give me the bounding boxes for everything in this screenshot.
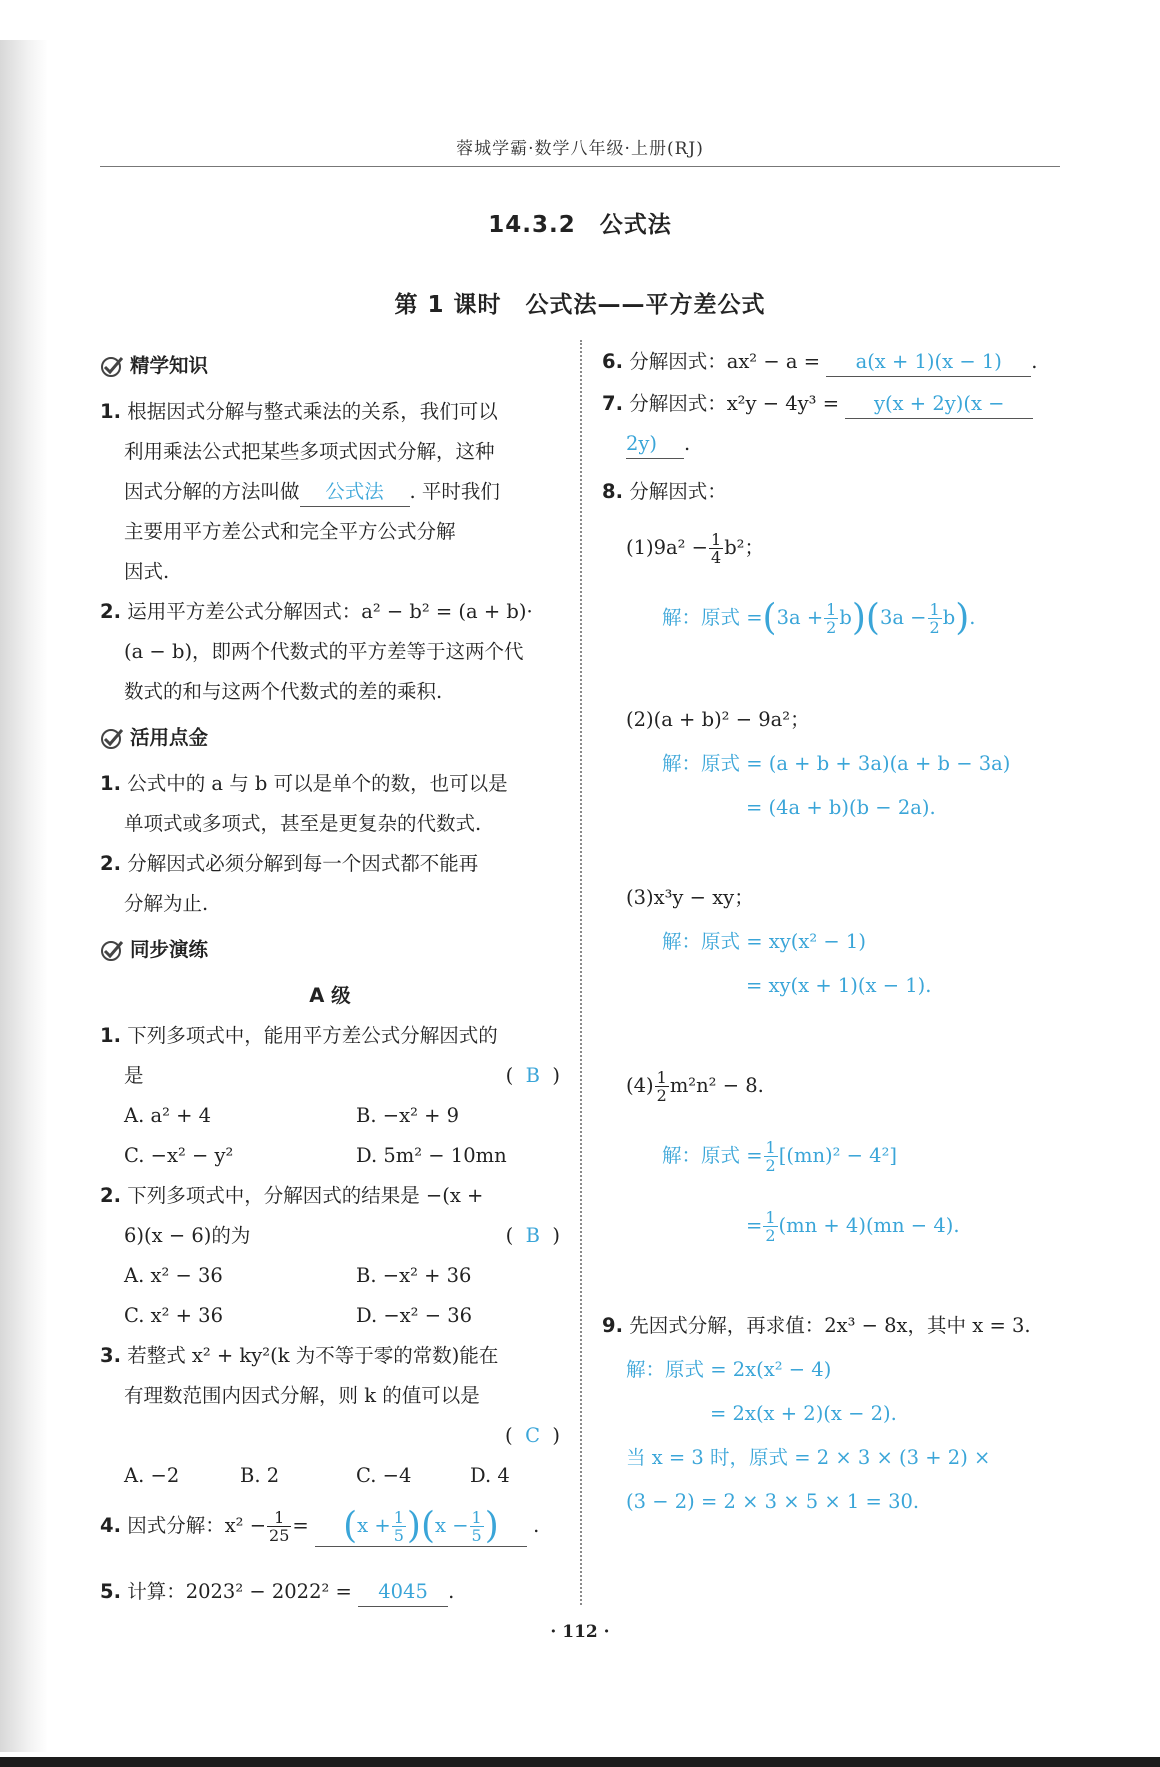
q9-solution-1: 解：原式 = 2x(x² − 4) <box>626 1358 832 1381</box>
q8-part4-solution-1: 解：原式 = $\frac{1}{2}$ [(mn)² − 4²] <box>662 1138 897 1175</box>
option-b: B. −x² + 9 <box>356 1104 460 1127</box>
heading-jingxue: 精学知识 <box>100 346 208 392</box>
tip-item-1: 1. 公式中的 a 与 b 可以是单个的数，也可以是 单项式或多项式，甚至是更复杂的代数式. <box>100 772 508 835</box>
choice-answer: B <box>525 1224 540 1247</box>
answer-blank: 4045 <box>358 1578 448 1607</box>
q8-part1-solution: 解：原式 =(3a + $\frac{1}{2}$ b)(3a − $\frac{1}{2}$ b). <box>662 597 976 639</box>
answer-blank: y(x + 2y)(x − <box>845 390 1033 419</box>
column-divider <box>580 340 582 1605</box>
question-5: 5. 计算：2023² − 2022² = 4045 . <box>100 1572 560 1612</box>
knowledge-item-2: 2. 运用平方差公式分解因式：a² − b² = (a + b)· (a − b)，即两个代数式的平方差等于这两个代 数式的和与这两个代数式的差的乘积. <box>100 600 533 703</box>
check-badge-icon <box>100 936 124 976</box>
option-b: B. 2 <box>240 1464 280 1487</box>
answer-blank: a(x + 1)(x − 1) <box>826 348 1031 377</box>
q8-part3-stem: (3)x³y − xy； <box>626 886 754 909</box>
answer-blank: (x + $\frac{1}{5}$ )(x − $\frac{1}{5}$ ) <box>315 1506 527 1547</box>
header-rule <box>100 166 1060 167</box>
option-a: A. x² − 36 <box>124 1264 223 1287</box>
option-c: C. −x² − y² <box>124 1144 234 1167</box>
option-a: A. −2 <box>124 1464 180 1487</box>
page-number: · 112 · <box>550 1622 610 1642</box>
question-7: 7. 分解因式：x²y − 4y³ = y(x + 2y)(x − 2y) . <box>602 384 1062 464</box>
page-edge-shadow <box>0 40 48 1752</box>
lesson-title: 第 1 课时 公式法——平方差公式 <box>394 292 766 318</box>
heading-tongbu: 同步演练 <box>100 930 208 976</box>
q8-part4-stem: (4) $\frac{1}{2}$ m²n² − 8. <box>626 1068 764 1105</box>
q8-part2-solution-2: = (4a + b)(b − 2a). <box>746 796 936 819</box>
option-a: A. a² + 4 <box>124 1104 212 1127</box>
level-label: A 级 <box>309 984 351 1007</box>
q8-part2-stem: (2)(a + b)² − 9a²； <box>626 708 810 731</box>
option-c: C. −4 <box>356 1464 412 1487</box>
answer-blank: 公式法 <box>300 478 410 507</box>
knowledge-item-1: 1. 根据因式分解与整式乘法的关系，我们可以 利用乘法公式把某些多项式因式分解，这种 因式分解的方法叫做 公式法 . 平时我们 主要用平方差公式和完全平方公式分解 因式. <box>100 400 500 583</box>
q9-solution-2: = 2x(x + 2)(x − 2). <box>710 1402 897 1425</box>
option-b: B. −x² + 36 <box>356 1264 472 1287</box>
heading-huoyong: 活用点金 <box>100 718 208 764</box>
question-2: 2. 下列多项式中，分解因式的结果是 −(x + 6)(x − 6)的为 ( B ) A. x² − 36 B. −x² + 36 C. x² + 36 D. −x² − 36 <box>100 1176 560 1336</box>
question-8: 8. 分解因式： <box>602 480 727 503</box>
tip-item-2: 2. 分解因式必须分解到每一个因式都不能再 分解为止. <box>100 852 479 915</box>
question-1: 1. 下列多项式中，能用平方差公式分解因式的 是 ( B ) A. a² + 4 B. −x² + 9 C. −x² − y² D. 5m² − 10mn <box>100 1016 560 1176</box>
option-d: D. 5m² − 10mn <box>356 1144 507 1167</box>
q8-part1-stem: (1)9a² − $\frac{1}{4}$ b²； <box>626 530 765 567</box>
q8-part3-solution-2: = xy(x + 1)(x − 1). <box>746 974 932 997</box>
q8-part2-solution-1: 解：原式 = (a + b + 3a)(a + b − 3a) <box>662 752 1011 775</box>
bottom-bar <box>0 1757 1160 1767</box>
answer-blank: 2y) <box>626 430 684 459</box>
option-d: D. 4 <box>470 1464 510 1487</box>
check-badge-icon <box>100 352 124 392</box>
q8-part4-solution-2: = $\frac{1}{2}$ (mn + 4)(mn − 4). <box>746 1208 960 1245</box>
question-9: 9. 先因式分解，再求值：2x³ − 8x，其中 x = 3. <box>602 1314 1031 1337</box>
q9-solution-3: 当 x = 3 时，原式 = 2 × 3 × (3 + 2) × <box>626 1446 991 1469</box>
question-4: 4. 因式分解：x² − $\frac{1}{25}$ = (x + $\frac{1}{5}$ )(x − $\frac{1}{5}$ ) . <box>100 1505 540 1547</box>
choice-answer: B <box>525 1064 540 1087</box>
q8-part3-solution-1: 解：原式 = xy(x² − 1) <box>662 930 866 953</box>
q9-solution-4: (3 − 2) = 2 × 3 × 5 × 1 = 30. <box>626 1490 920 1513</box>
option-c: C. x² + 36 <box>124 1304 223 1327</box>
section-title: 14.3.2 公式法 <box>488 212 672 238</box>
choice-answer: C <box>525 1424 540 1447</box>
question-3: 3. 若整式 x² + ky²(k 为不等于零的常数)能在 有理数范围内因式分解，则 k 的值可以是 ( C ) A. −2 B. 2 C. −4 D. 4 <box>100 1336 560 1496</box>
running-head: 蓉城学霸·数学八年级·上册(RJ) <box>456 139 704 159</box>
check-badge-icon <box>100 724 124 764</box>
question-6: 6. 分解因式：ax² − a = a(x + 1)(x − 1) . <box>602 342 1062 382</box>
option-d: D. −x² − 36 <box>356 1304 473 1327</box>
